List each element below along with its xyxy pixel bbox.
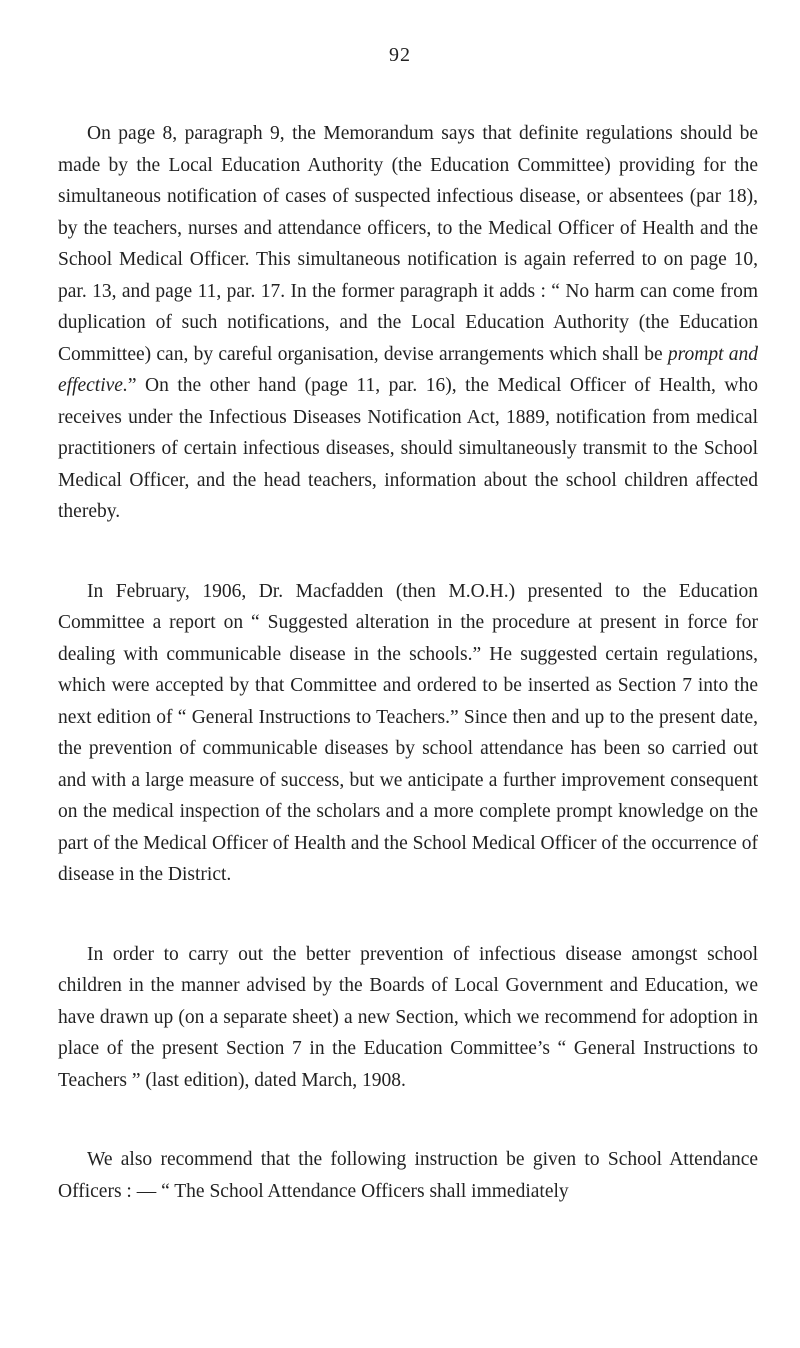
emphasis-text: prompt and effective. (58, 343, 758, 396)
paragraph-text: On page 8, paragraph 9, the Memorandum says that definite regulations should be made by the Local Education Authority (the Education Committee) providing for the simultaneous notification of cases of suspected infectious disease, or absentees (par 18), by the teachers, nurses and attendance officers, to the Medical Officer of Health and the School Medical Officer. This simultaneous notification is again referred to on page 10, par. 13, and page 11, par. 17. In the former paragraph it adds : “ No harm can come from duplication of such notifications, and the Local Education Authority (the Education Committee) can, by careful organisation, devise arrangements which shall be (58, 123, 758, 365)
paragraph-memorandum-notification (58, 118, 758, 528)
paragraph-attendance-officers: We also recommend that the following instruction be given to School Attendance Officers : — “ The School Attendance Officers shall immediately (58, 1149, 758, 1202)
paragraph-macfadden-report: In February, 1906, Dr. Macfadden (then M.O.H.) presented to the Education Committee a report on “ Suggested alteration in the procedure at present in force for dealing with communicable disease in the schools.” He suggested certain regulations, which were accepted by that Committee and ordered to be inserted as Section 7 into the next edition of “ General Instructions to Teachers.” Since then and up to the present date, the prevention of communicable diseases by school attendance has been so carried out and with a large measure of success, but we anticipate a further improvement consequent on the medical inspection of the scholars and a more complete prompt knowledge on the part of the Medical Officer of Health and the School Medical Officer of the occurrence of disease in the District. (58, 580, 758, 885)
body-text (58, 118, 758, 1207)
paragraph-new-section: In order to carry out the better prevention of infectious disease amongst school children in the manner advised by the Boards of Local Government and Education, we have drawn up (on a separate sheet) a new Section, which we recommend for adoption in place of the present Section 7 in the Education Committee’s “ General Instructions to Teachers ” (last edition), dated March, 1908. (58, 943, 758, 1091)
paragraph-text: ” On the other hand (page 11, par. 16), the Medical Officer of Health, who receives under the Infectious Diseases Notification Act, 1889, notification from medical practitioners of certain infectious diseases, should simultaneously transmit to the School Medical Officer, and the head teachers, information about the school children affected thereby. (58, 375, 758, 522)
page-number: 92 (389, 44, 411, 66)
